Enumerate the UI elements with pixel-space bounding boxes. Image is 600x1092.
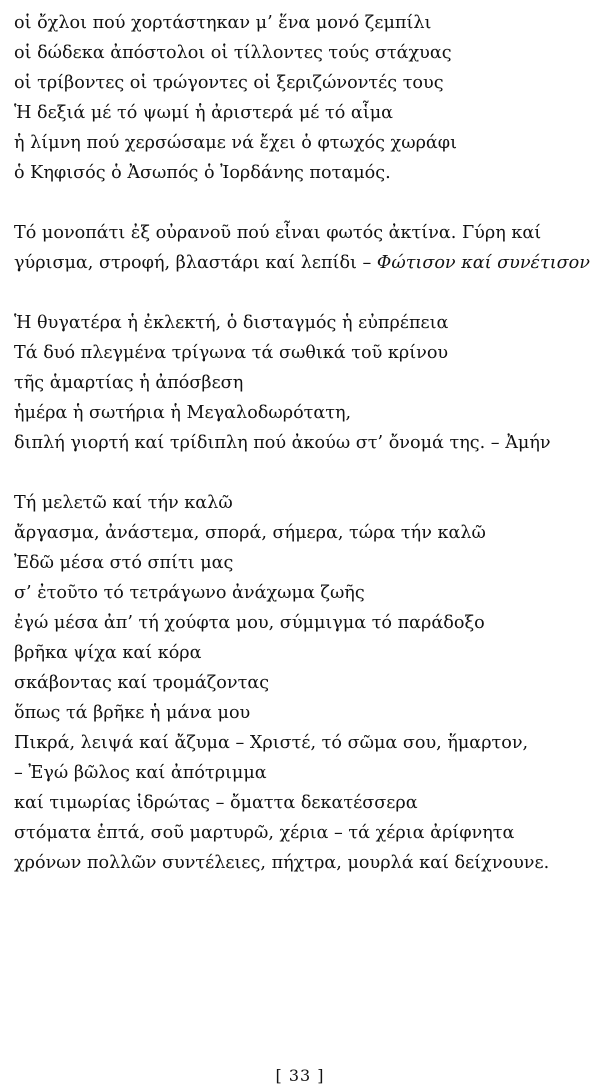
stanza-break bbox=[14, 458, 594, 488]
poem-line: σκάβοντας καί τρομάζοντας bbox=[14, 673, 270, 693]
stanza-3 bbox=[14, 308, 594, 458]
italic-phrase: Φώτισον καί συνέτισον bbox=[376, 253, 590, 273]
poem-line: ἐγώ μέσα ἀπ’ τή χούφτα μου, σύμμιγμα τό παράδοξο bbox=[14, 613, 485, 633]
poem-line-text: γύρισμα, στροφή, βλαστάρι καί λεπίδι – bbox=[14, 253, 372, 273]
page-number: [ 33 ] bbox=[275, 1066, 325, 1085]
poem-line: διπλή γιορτή καί τρίδιπλη πού ἀκούω στ’ ὄνομά της. – Ἀμήν bbox=[14, 433, 551, 453]
poem-line: ὁ Κηφισός ὁ Ἀσωπός ὁ Ἰορδάνης ποταμός. bbox=[14, 163, 391, 183]
stanza-1 bbox=[14, 8, 594, 188]
poem-line bbox=[14, 248, 594, 278]
poem-body bbox=[14, 8, 594, 878]
poem-line: καί τιμωρίας ἱδρώτας – ὄματτα δεκατέσσερα bbox=[14, 793, 418, 813]
poem-line: ὅπως τά βρῆκε ἡ μάνα μου bbox=[14, 703, 251, 723]
poem-line: Ἡ θυγατέρα ἡ ἐκλεκτή, ὁ δισταγμός ἡ εὐπρέπεια bbox=[14, 313, 449, 333]
poem-line: οἱ ὄχλοι πού χορτάστηκαν μ’ ἕνα μονό ζεμπίλι bbox=[14, 13, 432, 33]
poem-line: Τό μονοπάτι ἐξ οὐρανοῦ πού εἶναι φωτός ἀκτίνα. Γύρη καί bbox=[14, 223, 542, 243]
poem-line: τῆς ἁμαρτίας ἡ ἀπόσβεση bbox=[14, 373, 244, 393]
poem-line: ἡ λίμνη πού χερσώσαμε νά ἔχει ὁ φτωχός χωράφι bbox=[14, 133, 458, 153]
poem-line: Τή μελετῶ καί τήν καλῶ bbox=[14, 493, 233, 513]
poem-line: Πικρά, λειψά καί ἄζυμα – Χριστέ, τό σῶμα σου, ἥμαρτον, bbox=[14, 733, 529, 753]
poem-line: οἱ δώδεκα ἀπόστολοι οἱ τίλλοντες τούς στάχυας bbox=[14, 43, 452, 63]
poem-line: χρόνων πολλῶν συντέλειες, πήχτρα, μουρλά καί δείχνουνε. bbox=[14, 853, 550, 873]
poem-line: στόματα ἑπτά, σοῦ μαρτυρῶ, χέρια – τά χέρια ἀρίφνητα bbox=[14, 823, 515, 843]
poem-line: – Ἐγώ βῶλος καί ἀπότριμμα bbox=[14, 763, 267, 783]
poem-line: οἱ τρίβοντες οἱ τρώγοντες οἱ ξεριζώνοντές τους bbox=[14, 73, 444, 93]
poem-line: Τά δυό πλεγμένα τρίγωνα τά σωθικά τοῦ κρίνου bbox=[14, 343, 449, 363]
poem-line: Ἡ δεξιά μέ τό ψωμί ἡ ἀριστερά μέ τό αἷμα bbox=[14, 103, 394, 123]
stanza-break bbox=[14, 278, 594, 308]
poem-line: σ’ ἐτοῦτο τό τετράγωνο ἀνάχωμα ζωῆς bbox=[14, 583, 365, 603]
poem-line: βρῆκα ψίχα καί κόρα bbox=[14, 643, 202, 663]
poem-line: ἄργασμα, ἀνάστεμα, σπορά, σήμερα, τώρα τήν καλῶ bbox=[14, 523, 486, 543]
stanza-2 bbox=[14, 218, 594, 278]
stanza-break bbox=[14, 188, 594, 218]
poem-line: ἡμέρα ἡ σωτήρια ἡ Μεγαλοδωρότατη, bbox=[14, 403, 352, 423]
stanza-4 bbox=[14, 488, 594, 878]
poem-line: Ἐδῶ μέσα στό σπίτι μας bbox=[14, 553, 234, 573]
